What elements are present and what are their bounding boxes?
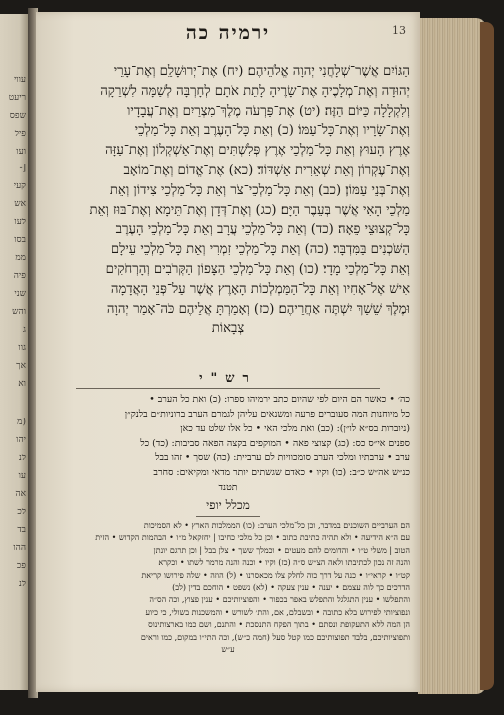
divider bbox=[76, 388, 380, 389]
left-page-fragment: עווי bbox=[13, 76, 26, 85]
commentary-line: והנה זה נכון לכתיבתו ולאה הצ״ש ס״ה (כז) וקיו • וכנה והנה מרמר לשתו • וכקרא bbox=[158, 558, 410, 568]
commentary-line: עם ה״א הידיעה • ולא תהיה כתיבת כתוב • וכן כל מלכי כחיבו | יחזקאל מ״ו • הבהמות הקדוש • הזית bbox=[95, 533, 410, 543]
left-page-fragment: פיל bbox=[14, 130, 26, 139]
commentary-line: הם הערביים השוכנים במדבר, וכן כל־מלכי הערב: (כו) הממלכות הארץ • לא הסמיכות bbox=[143, 521, 410, 530]
commentary-line: והתפלשו • ענין התגלגל והתפלש באפר בכפור • והפוציותיכם • ענין פצוץ, וכה הס״ה bbox=[149, 595, 410, 605]
left-page-fragment: גוו bbox=[18, 344, 26, 353]
verse-line: וְלִקְלָלָה כַּיּוֹם הַזֶּה׃ (יט) אֶת־פַּרְעֹה מֶלֶךְ־מִצְרַיִם וְאֶת־עֲבָדָיו bbox=[127, 103, 410, 119]
left-page-edge bbox=[0, 14, 28, 690]
verse-line: הַשֹּׁכְנִים בַּמִּדְבָּר׃ (כה) וְאֵת כָּל־מַלְכֵי זִמְרִי וְאֵת כָּל־מַלְכֵי עֵילָם bbox=[110, 242, 410, 258]
running-title: ירמיה כה bbox=[185, 22, 271, 44]
left-page-fragment: שפס bbox=[9, 112, 26, 121]
verse-line: אִישׁ אֶל־אָחִיו וְאֵת כָּל־הַמַּמְלְכוֹת הָאָרֶץ אֲשֶׁר עַל־פְּנֵי הָאֲדָמָה bbox=[110, 281, 410, 297]
left-page-fragment: ועו bbox=[16, 148, 26, 157]
verse-line: אֶרֶץ הָעוּץ וְאֵת כָּל־מַלְכֵי אֶרֶץ פְּלִשְׁתִּים וְאֶת־אַשְׁקְלוֹן וְאֶת־עַזָּה bbox=[105, 143, 410, 159]
verse-line: צְבָאוֹת bbox=[211, 321, 245, 337]
verse-line: וְאֶת־שָׂרָיו וְאֶת־כָּל־עַמּוֹ׃ (כ) וְאֵת כָּל־הָעֶרֶב וְאֵת כָּל־מַלְכֵי bbox=[134, 123, 410, 139]
mikhlal-yofi-commentary bbox=[46, 520, 410, 656]
left-page-fragment: ג bbox=[23, 326, 26, 335]
left-page-fragment: (מ bbox=[17, 418, 26, 427]
commentary-line: כל מיוחנות המה סעוברים פרעה ומשנאים עליהן לגמרם הערב ברוניות״ם בלנק״ן bbox=[124, 408, 410, 420]
verse-line: וְאֶת־בְּנֵי עַמּוֹן׃ (כב) וְאֵת כָּל־מַלְכֵי־צֹר וְאֵת כָּל־מַלְכֵי צִידוֹן וְאֵת bbox=[109, 182, 410, 198]
left-page-fragment: פיה bbox=[13, 272, 26, 281]
left-page-fragment: וא bbox=[18, 380, 26, 389]
divider bbox=[196, 516, 260, 517]
left-page-fragment: אה bbox=[15, 490, 26, 499]
left-page-fragment: אש bbox=[14, 200, 26, 209]
left-page-fragment: [- bbox=[19, 164, 26, 173]
commentary-line: ותפוציותיכם, בלבד תפוצותיכם כמו קטל סעל (חמה כ״ש), וכה התי״ו במקום, כמו וראים bbox=[140, 632, 410, 642]
left-page-fragment: בד bbox=[17, 526, 26, 535]
commentary-line: הטוב | משלי ט״ו • והדומים להם מעטים • וכמלך ששך • צלן בבל | וכן תרגם יונתן bbox=[153, 545, 410, 555]
verse-line: וְאֵת כָּל־מַלְכֵי מָדָי׃ (כו) וְאֵת כָּל־מַלְכֵי הַצָּפוֹן הַקְּרֹבִים וְהָרְחֹקִים bbox=[105, 261, 410, 277]
commentary-line: הן המה ללא התעקופת ונסתם • בתוך הפקח התנסכת • והתנם, ושם כמו בארצותינוס bbox=[148, 620, 410, 630]
commentary-line: ע״ש bbox=[221, 644, 235, 654]
left-page-fragment: בסו bbox=[14, 236, 26, 245]
left-page-fragment: עו bbox=[18, 472, 26, 481]
left-page-fragment: פכ bbox=[16, 562, 26, 571]
page-number: 13 bbox=[392, 24, 406, 37]
commentary-line: כנ״ש אה״ש כ״ב: (כו) וקיו • כאדם שגשתים יותר מדאי ומקיאים: סחרב bbox=[153, 466, 410, 478]
left-page-fragment: ריעט bbox=[8, 94, 26, 103]
rashi-heading: רש"י bbox=[199, 371, 257, 386]
left-page-fragment: לנ bbox=[18, 454, 26, 463]
scripture-text bbox=[46, 62, 410, 339]
verse-line: וּמֶלֶךְ שֵׁשַׁךְ יִשְׁתֶּה אַחֲרֵיהֶם׃ (כז) וְאָמַרְתָּ אֲלֵיהֶם כֹּה־אָמַר יְהוָה bbox=[106, 301, 410, 317]
mikhlal-yofi-heading: מכלל יופי bbox=[206, 498, 250, 512]
cover-edge bbox=[480, 22, 494, 690]
verse-line: יְהוּדָה וְאֶת־מְלָכֶיהָ אֶת־שָׂרֶיהָ לָתֵת אֹתָם לְחָרְבָּה לְשַׁמָּה לִשְׁרֵקָה bbox=[100, 83, 410, 99]
commentary-line: (ניוברות בס״א לו״ן): (כב) ואת מלכי האי • כל אלו שלט עד כאן bbox=[180, 423, 410, 435]
verse-line: כָּל־קְצוּצֵי פֵאָה׃ (כד) וְאֵת כָּל־מַלְכֵי עֲרָב וְאֵת כָּל־מַלְכֵי הָעֶרֶב bbox=[115, 222, 410, 238]
left-page-fragment: לכ bbox=[17, 508, 26, 517]
verse-line: הַגּוֹיִם אֲשֶׁר־שְׁלָחֲנִי יְהוָה אֱלֹהֵיהֶם׃ (יח) אֶת־יְרוּשָׁלִַם וְאֶת־עָרֵי bbox=[113, 64, 410, 79]
left-page-fragment: והש bbox=[12, 308, 26, 317]
commentary-line: תטנד bbox=[218, 481, 238, 493]
left-page-fragment: שני bbox=[14, 290, 26, 299]
commentary-line: ערב • ערבתיו ומלכי הערב סומכוויות לם ערביית: (כה) שסך • זהו בבל bbox=[155, 452, 410, 464]
commentary-line: ונפוציותי לפירוש בלא כתובה • ובשבלם, אם, והת׳ לשורש • והמשכנות בשולי, כי כיוע bbox=[145, 607, 410, 617]
commentary-line: ספנים אי״ס כס: (כג) קצוצי פאה • המוקפים בקצה הפאה סביבות: (כד) כל bbox=[140, 437, 410, 449]
left-page-fragment: ההו bbox=[13, 544, 26, 553]
left-page-fragment: לעו bbox=[14, 218, 26, 227]
verse-line: וְאֶת־עֶקְרוֹן וְאֵת שְׁאֵרִית אַשְׁדּוֹד׃ (כא) אֶת־אֱדוֹם וְאֶת־מוֹאָב bbox=[123, 162, 410, 178]
left-page-fragment: יהו bbox=[16, 436, 26, 445]
rashi-commentary bbox=[46, 393, 410, 495]
commentary-line: כה׳ • כאשר הם היום לפי שהיום כתב ירמיהו ספרו: (כ) ואת כל הערב • bbox=[149, 394, 410, 405]
commentary-line: הדרכים כך לוה עצמם • יענה • ענין צעקה • (לא) נשפט • הוחכם בדין (לב) bbox=[172, 582, 410, 592]
left-page-fragment: אך bbox=[16, 362, 26, 371]
left-page-fragment: ממ bbox=[15, 254, 26, 263]
commentary-line: קט״ו • קראי״ו • כנה על דרך כוה לחלק צלו מכאסרנו • (ל) הוזה • שלה פירושו קריאת bbox=[141, 570, 410, 580]
verse-line: מַלְכֵי הָאִי אֲשֶׁר בְּעֵבֶר הַיָּם׃ (כג) וְאֶת־דְּדָן וְאֶת־תֵּימָא וְאֶת־בּוּז וְאֵת bbox=[89, 202, 410, 218]
page-fore-edge bbox=[418, 18, 486, 694]
left-page-fragment: לנ bbox=[18, 580, 26, 589]
left-page-fragment: קעי bbox=[13, 182, 26, 191]
